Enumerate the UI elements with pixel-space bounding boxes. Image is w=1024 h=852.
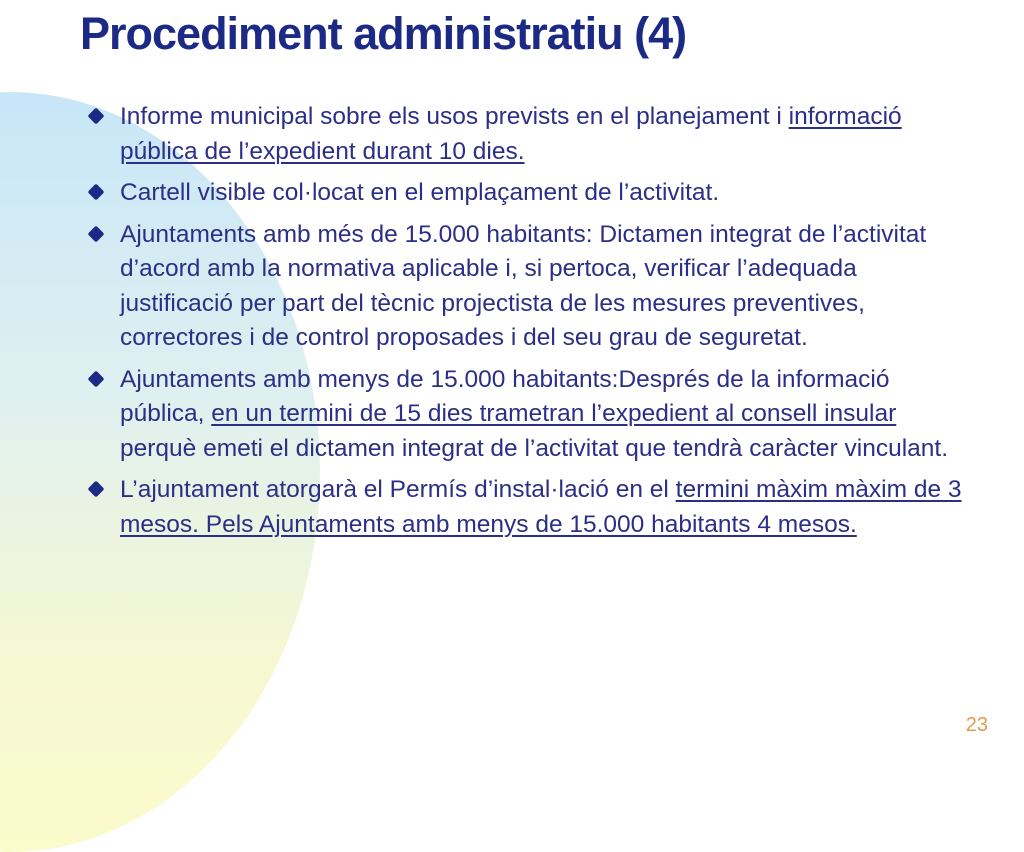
bullet-item-3 [88, 218, 968, 356]
diamond-bullet-icon [88, 370, 105, 387]
bullet-list [88, 100, 968, 549]
diamond-bullet-icon [88, 108, 105, 125]
diamond-bullet-icon [88, 184, 105, 201]
page-number: 23 [965, 714, 988, 736]
bullet-item-2 [88, 176, 968, 211]
bullet-item-5 [88, 473, 968, 542]
bullet-text: Ajuntaments amb més de 15.000 habitants: Dictamen integrat de l’activitat d’acord amb la normativa aplicable i, si pertoca, verificar l’adequada justificació per part del tècnic projectista de les mesures preventives, correctores i de control proposades i del seu grau de seguretat. [120, 220, 927, 351]
bullet-item-1 [88, 100, 968, 169]
bullet-text: L’ajuntament atorgarà el Permís d’instal·lació en el [120, 476, 676, 503]
diamond-bullet-icon [88, 481, 105, 498]
bullet-underlined-text: termini màxim màxim de 3 mesos. Pels Ajuntaments amb menys de 15.000 habitants 4 mesos. [120, 476, 962, 538]
bullet-item-4 [88, 363, 968, 467]
diamond-bullet-icon [88, 225, 105, 242]
bullet-underlined-text: en un termini de 15 dies trametran l’expedient al consell insular [211, 400, 897, 427]
bullet-text: Ajuntaments amb menys de 15.000 habitants:Després de la informació pública, [120, 365, 890, 427]
bullet-text: Informe municipal sobre els usos prevists en el planejament i [120, 103, 789, 130]
slide-title: Procediment administratiu (4) [80, 8, 687, 59]
bullet-underlined-text: informació pública de l’expedient durant 10 dies. [120, 103, 902, 165]
bullet-text: Cartell visible col·locat en el emplaçament de l’activitat. [120, 179, 720, 206]
bullet-text: perquè emeti el dictamen integrat de l’activitat que tendrà caràcter vinculant. [120, 434, 949, 462]
